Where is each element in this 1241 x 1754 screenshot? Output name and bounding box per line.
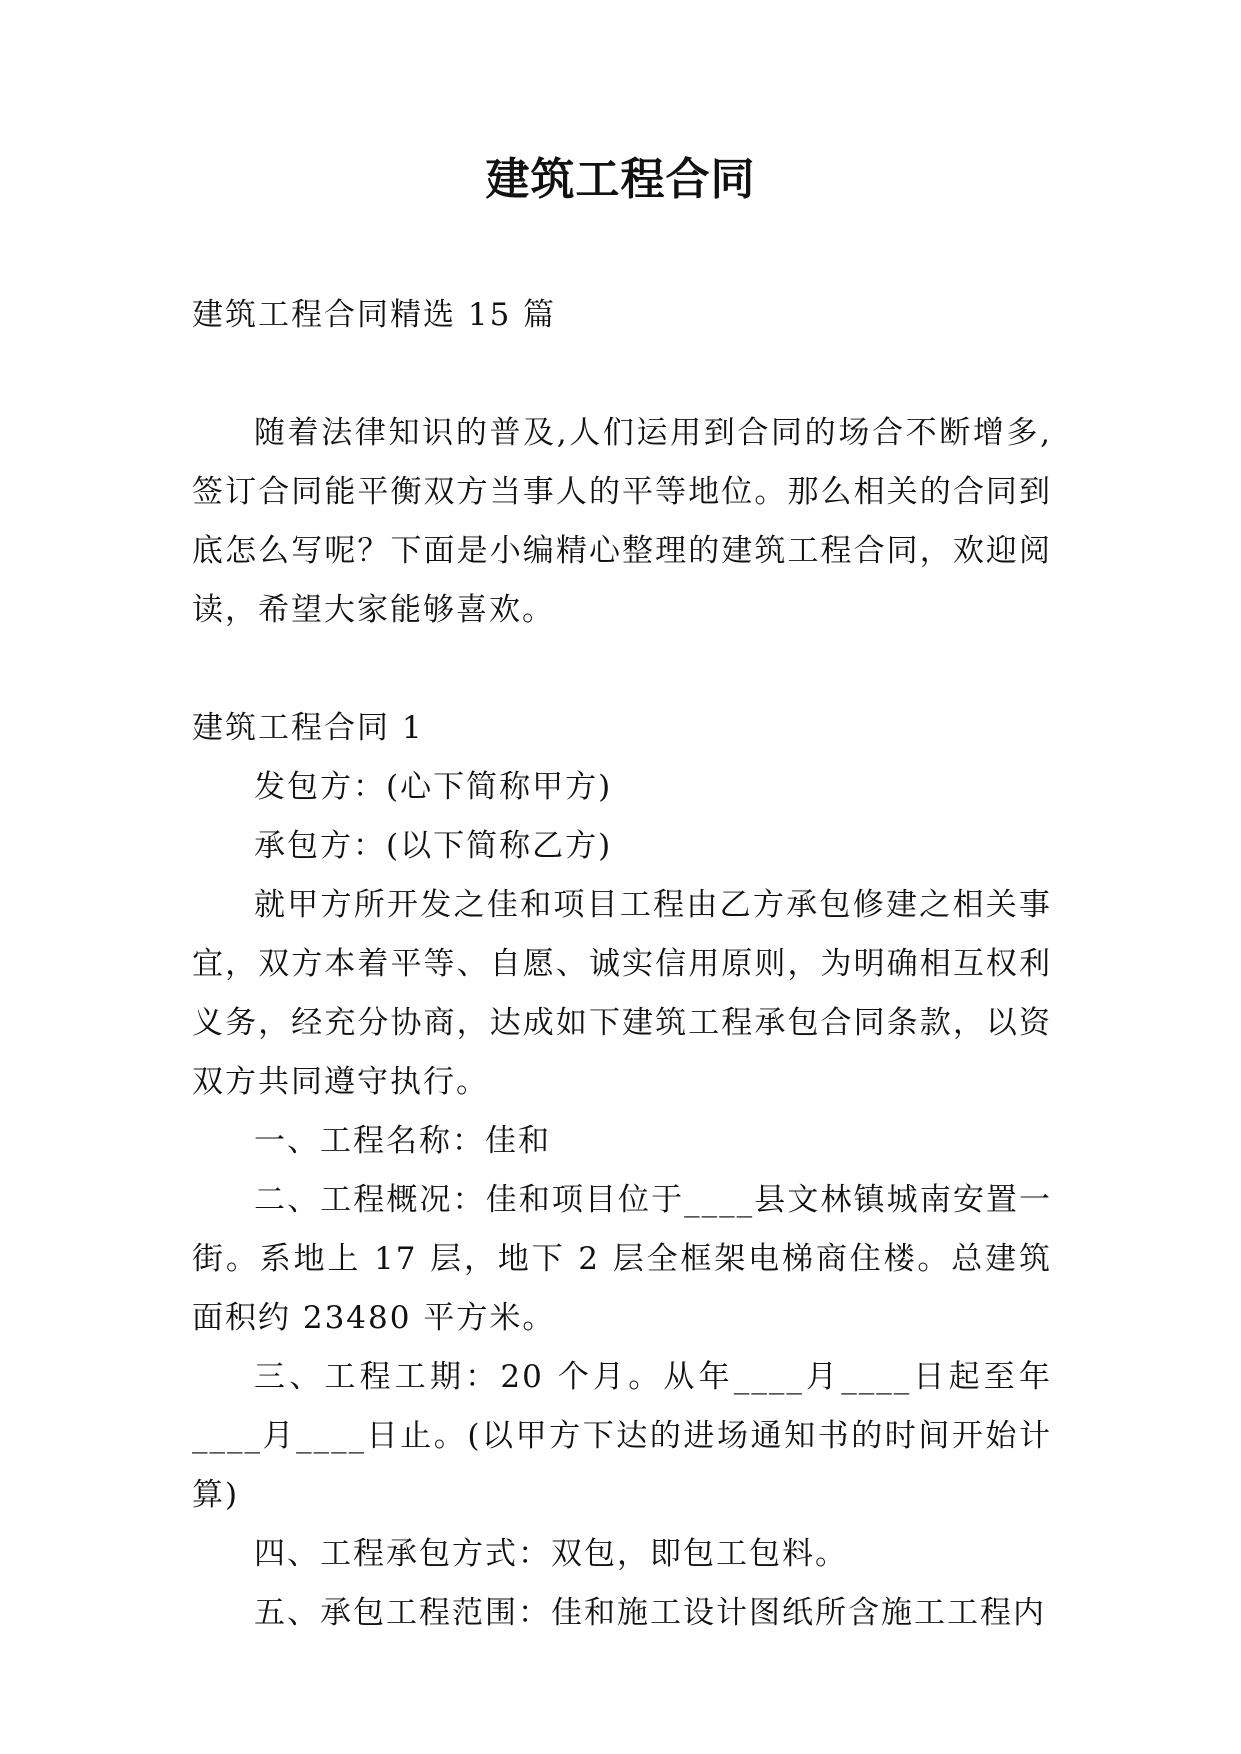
section-heading: 建筑工程合同 1 — [192, 710, 424, 746]
paragraph-employer: 发包方：(心下简称甲方) — [254, 769, 613, 805]
clause-contract-method: 四、工程承包方式：双包，即包工包料。 — [254, 1536, 848, 1572]
subtitle: 建筑工程合同精选 15 篇 — [192, 297, 557, 333]
paragraph-preamble: 就甲方所开发之佳和项目工程由乙方承包修建之相关事宜，双方本着平等、自愿、诚实信用原则，为明确相互权利义务，经充分协商，达成如下建筑工程承包合同条款，以资双方共同遵守执行。 — [192, 887, 1052, 1100]
clause-project-name: 一、工程名称：佳和 — [254, 1123, 551, 1159]
intro-paragraph: 随着法律知识的普及,人们运用到合同的场合不断增多,签订合同能平衡双方当事人的平等地位。那么相关的合同到底怎么写呢？下面是小编精心整理的建筑工程合同，欢迎阅读，希望大家能够喜欢。 — [192, 415, 1052, 628]
paragraph-contractor: 承包方：(以下简称乙方) — [254, 828, 613, 864]
clause-contract-scope: 五、承包工程范围：佳和施工设计图纸所含施工工程内 — [254, 1595, 1046, 1631]
document-body — [192, 286, 1052, 1643]
clause-project-duration: 三、工程工期：20 个月。从年____月____日起至年____月____日止。(以甲方下达的进场通知书的时间开始计算) — [192, 1359, 1052, 1513]
clause-project-overview: 二、工程概况：佳和项目位于____县文林镇城南安置一街。系地上 17 层，地下 2 层全框架电梯商住楼。总建筑面积约 23480 平方米。 — [192, 1182, 1052, 1336]
document-title: 建筑工程合同 — [485, 154, 756, 205]
